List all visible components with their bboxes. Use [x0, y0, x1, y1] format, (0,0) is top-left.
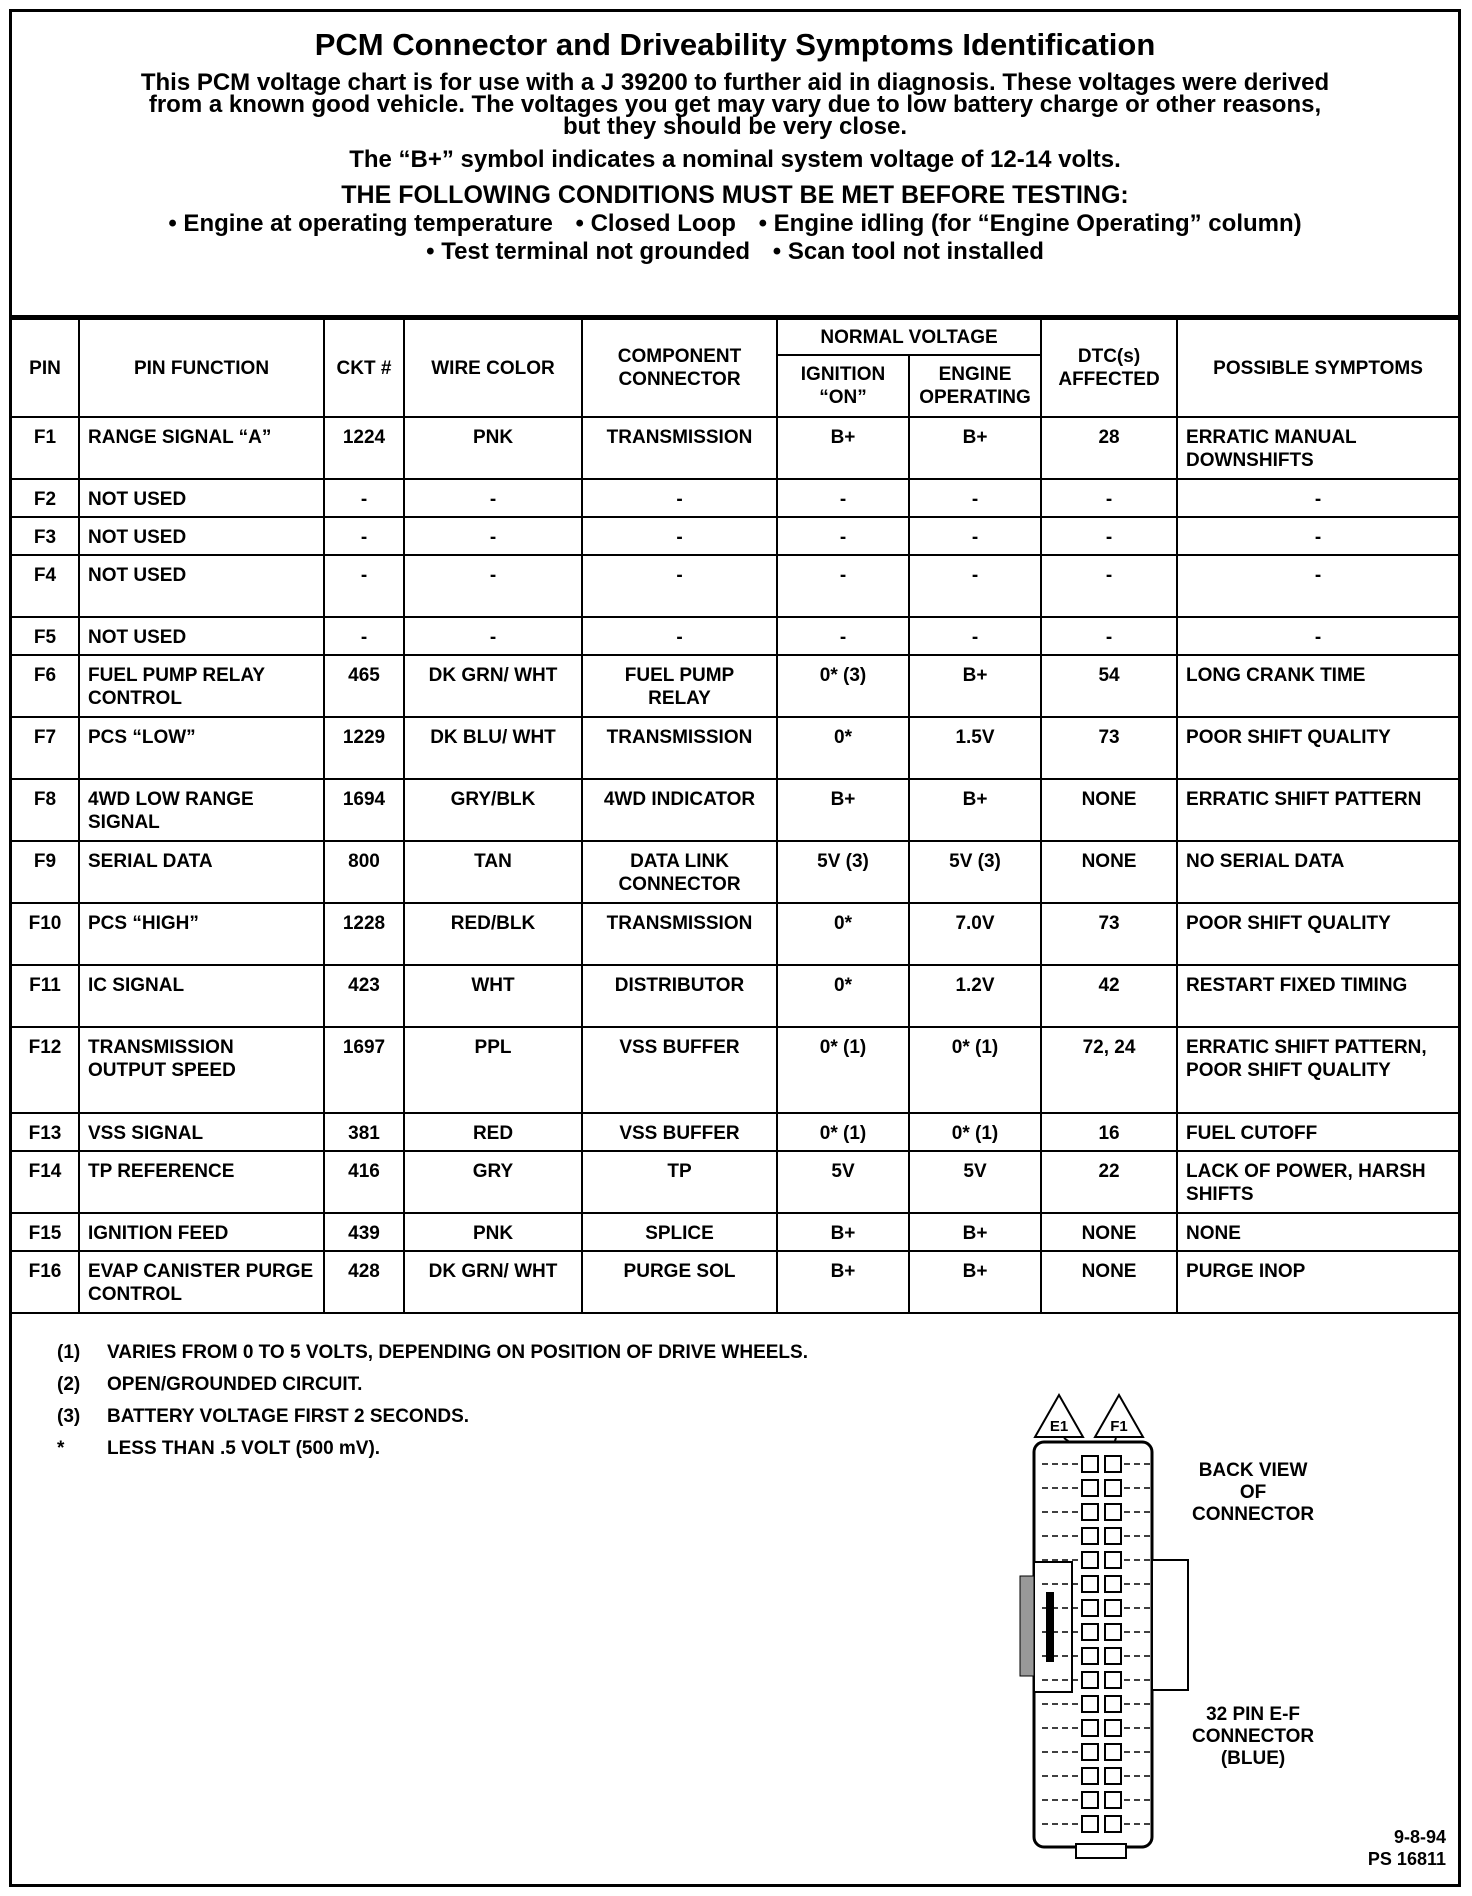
ignition-cell: 0* (1) [777, 1027, 909, 1113]
pin-cavity [1082, 1456, 1098, 1472]
symptoms-cell: PURGE INOP [1177, 1251, 1458, 1313]
function-cell: FUEL PUMP RELAY CONTROL [79, 655, 324, 717]
symptoms-cell: - [1177, 617, 1458, 655]
engine-cell: 0* (1) [909, 1113, 1041, 1151]
pin-cavity [1105, 1480, 1121, 1496]
function-cell: IGNITION FEED [79, 1213, 324, 1251]
wire-cell: WHT [404, 965, 582, 1027]
engine-cell: B+ [909, 655, 1041, 717]
connector-latch [1152, 1560, 1188, 1690]
ignition-cell: 0* [777, 965, 909, 1027]
header-ckt: CKT # [324, 319, 404, 417]
ckt-cell: 1228 [324, 903, 404, 965]
symptoms-cell: POOR SHIFT QUALITY [1177, 903, 1458, 965]
pin-cell: F6 [12, 655, 79, 717]
pin-cavity [1082, 1744, 1098, 1760]
pin-cell: F12 [12, 1027, 79, 1113]
pin-cavity [1082, 1696, 1098, 1712]
footnote-text: LESS THAN .5 VOLT (500 mV). [107, 1438, 381, 1459]
ignition-cell: B+ [777, 417, 909, 479]
ckt-cell: - [324, 479, 404, 517]
ignition-cell: - [777, 617, 909, 655]
function-cell: NOT USED [79, 617, 324, 655]
engine-cell: 5V [909, 1151, 1041, 1213]
header-possible-symptoms: POSSIBLE SYMPTOMS [1177, 319, 1458, 417]
symptoms-cell: LONG CRANK TIME [1177, 655, 1458, 717]
condition-item: • Test terminal not grounded [426, 238, 751, 265]
pin-cavity [1082, 1624, 1098, 1640]
footnote-mark: (2) [57, 1374, 81, 1395]
header-normal-voltage: NORMAL VOLTAGE [777, 319, 1041, 355]
table-row [12, 655, 1458, 717]
header-component-connector: COMPONENT CONNECTOR [582, 319, 777, 417]
pin-cavity [1082, 1576, 1098, 1592]
pin-cell: F13 [12, 1113, 79, 1151]
table-row [12, 417, 1458, 479]
component-cell: 4WD INDICATOR [582, 779, 777, 841]
condition-item: • Closed Loop [575, 210, 736, 237]
footnote [57, 1438, 808, 1460]
pin-cavity [1082, 1600, 1098, 1616]
function-cell: TP REFERENCE [79, 1151, 324, 1213]
footnote-text: BATTERY VOLTAGE FIRST 2 SECONDS. [107, 1406, 470, 1427]
symptoms-cell: - [1177, 517, 1458, 555]
pin-cavity [1105, 1576, 1121, 1592]
function-cell: PCS “HIGH” [79, 903, 324, 965]
pin-cell: F3 [12, 517, 79, 555]
intro-line: from a known good vehicle. The voltages you get may vary due to low battery charge or other reasons, [148, 91, 1322, 118]
pin-cavity [1105, 1624, 1121, 1640]
condition-item: • Engine at operating temperature [168, 210, 553, 237]
dtc-cell: NONE [1041, 1251, 1177, 1313]
footnote [57, 1342, 808, 1364]
wire-cell: DK GRN/ WHT [404, 655, 582, 717]
document-page [9, 9, 1461, 1887]
function-cell: PCS “LOW” [79, 717, 324, 779]
wire-cell: GRY [404, 1151, 582, 1213]
dtc-cell: 16 [1041, 1113, 1177, 1151]
function-cell: EVAP CANISTER PURGE CONTROL [79, 1251, 324, 1313]
function-cell: NOT USED [79, 517, 324, 555]
symptoms-cell: LACK OF POWER, HARSH SHIFTS [1177, 1151, 1458, 1213]
wire-cell: - [404, 517, 582, 555]
footnote [57, 1374, 808, 1396]
ignition-cell: B+ [777, 1213, 909, 1251]
back-view-line: CONNECTOR [1192, 1504, 1315, 1525]
wire-cell: DK GRN/ WHT [404, 1251, 582, 1313]
component-cell: TP [582, 1151, 777, 1213]
engine-cell: 7.0V [909, 903, 1041, 965]
pin-cavity [1082, 1648, 1098, 1664]
wire-cell: PPL [404, 1027, 582, 1113]
engine-cell: B+ [909, 1251, 1041, 1313]
table-row [12, 1251, 1458, 1313]
table-row [12, 555, 1458, 617]
pin-cavity [1105, 1792, 1121, 1808]
table-row [12, 903, 1458, 965]
dtc-cell: 42 [1041, 965, 1177, 1027]
back-view-line: OF [1239, 1482, 1267, 1503]
ignition-cell: - [777, 517, 909, 555]
table-row [12, 1213, 1458, 1251]
dtc-cell: NONE [1041, 779, 1177, 841]
footnote-mark: (3) [57, 1406, 81, 1427]
connector-type-label [1192, 1704, 1314, 1770]
page-title: PCM Connector and Driveability Symptoms Identification [314, 27, 1156, 62]
conditions-line-1 [12, 210, 1458, 238]
pin-cavity [1105, 1768, 1121, 1784]
pin-cell: F5 [12, 617, 79, 655]
conditions-title: THE FOLLOWING CONDITIONS MUST BE MET BEFORE TESTING: [341, 181, 1129, 209]
ckt-cell: 381 [324, 1113, 404, 1151]
table-row [12, 617, 1458, 655]
component-cell: TRANSMISSION [582, 417, 777, 479]
pin-cell: F16 [12, 1251, 79, 1313]
engine-cell: B+ [909, 417, 1041, 479]
pin-cell: F15 [12, 1213, 79, 1251]
symptoms-cell: - [1177, 479, 1458, 517]
ckt-cell: 1697 [324, 1027, 404, 1113]
engine-cell: 1.2V [909, 965, 1041, 1027]
connector-drawing [1012, 1392, 1202, 1862]
symptoms-cell: RESTART FIXED TIMING [1177, 965, 1458, 1027]
wire-cell: TAN [404, 841, 582, 903]
connector-type-line: CONNECTOR [1192, 1726, 1315, 1747]
table-row [12, 779, 1458, 841]
back-view-line: BACK VIEW [1198, 1460, 1308, 1481]
footnote-text: VARIES FROM 0 TO 5 VOLTS, DEPENDING ON POSITION OF DRIVE WHEELS. [107, 1342, 808, 1363]
pin-cell: F8 [12, 779, 79, 841]
header-wire-color: WIRE COLOR [404, 319, 582, 417]
pin-table [12, 318, 1458, 1314]
wire-cell: DK BLU/ WHT [404, 717, 582, 779]
ckt-cell: 423 [324, 965, 404, 1027]
component-cell: FUEL PUMP RELAY [582, 655, 777, 717]
pin-cell: F10 [12, 903, 79, 965]
component-cell: TRANSMISSION [582, 717, 777, 779]
table-row [12, 517, 1458, 555]
footnote [57, 1406, 808, 1428]
dtc-cell: NONE [1041, 1213, 1177, 1251]
component-cell: - [582, 479, 777, 517]
table-row [12, 1151, 1458, 1213]
symptoms-cell: FUEL CUTOFF [1177, 1113, 1458, 1151]
pin-cell: F4 [12, 555, 79, 617]
component-cell: VSS BUFFER [582, 1027, 777, 1113]
pin-cavity [1082, 1552, 1098, 1568]
pin-cavity [1105, 1816, 1121, 1832]
connector-type-line: (BLUE) [1220, 1748, 1286, 1769]
function-cell: TRANSMISSION OUTPUT SPEED [79, 1027, 324, 1113]
symptoms-cell: NO SERIAL DATA [1177, 841, 1458, 903]
symptoms-cell: ERRATIC MANUAL DOWNSHIFTS [1177, 417, 1458, 479]
symptoms-cell: - [1177, 555, 1458, 617]
wire-cell: RED [404, 1113, 582, 1151]
engine-cell: B+ [909, 779, 1041, 841]
wire-cell: - [404, 617, 582, 655]
pin-cell: F2 [12, 479, 79, 517]
header-pin-function: PIN FUNCTION [79, 319, 324, 417]
engine-cell: 5V (3) [909, 841, 1041, 903]
component-cell: - [582, 555, 777, 617]
function-cell: IC SIGNAL [79, 965, 324, 1027]
table-row [12, 1113, 1458, 1151]
bplus-note: The “B+” symbol indicates a nominal system voltage of 12-14 volts. [349, 146, 1121, 173]
ckt-cell: - [324, 517, 404, 555]
component-cell: - [582, 617, 777, 655]
pin-cavity [1082, 1672, 1098, 1688]
connector-grip [1020, 1576, 1034, 1676]
table-row [12, 965, 1458, 1027]
component-cell: PURGE SOL [582, 1251, 777, 1313]
ckt-cell: 439 [324, 1213, 404, 1251]
pin-cavity [1082, 1528, 1098, 1544]
footnote-text: OPEN/GROUNDED CIRCUIT. [107, 1374, 363, 1395]
document-footer [1368, 1826, 1446, 1870]
connector-type-line: 32 PIN E-F [1206, 1704, 1301, 1725]
pin-cavity [1105, 1456, 1121, 1472]
dtc-cell: - [1041, 517, 1177, 555]
header-pin: PIN [12, 319, 79, 417]
wire-cell: - [404, 479, 582, 517]
pin-cell: F7 [12, 717, 79, 779]
dtc-cell: - [1041, 555, 1177, 617]
dtc-cell: 22 [1041, 1151, 1177, 1213]
engine-cell: - [909, 617, 1041, 655]
pin-cavity [1082, 1480, 1098, 1496]
ignition-cell: 0* [777, 717, 909, 779]
ignition-cell: - [777, 479, 909, 517]
ignition-cell: B+ [777, 1251, 909, 1313]
pin-cell: F11 [12, 965, 79, 1027]
table-row [12, 841, 1458, 903]
pin-cavity [1082, 1792, 1098, 1808]
back-view-label [1192, 1460, 1314, 1526]
ignition-cell: 0* (3) [777, 655, 909, 717]
footer-date: 9-8-94 [1393, 1827, 1446, 1847]
engine-cell: 1.5V [909, 717, 1041, 779]
ckt-cell: - [324, 617, 404, 655]
function-cell: 4WD LOW RANGE SIGNAL [79, 779, 324, 841]
engine-cell: - [909, 517, 1041, 555]
connector-slot [1046, 1592, 1054, 1662]
ckt-cell: 1229 [324, 717, 404, 779]
pin-cavity [1105, 1744, 1121, 1760]
wire-cell: RED/BLK [404, 903, 582, 965]
function-cell: NOT USED [79, 479, 324, 517]
pin-cavity [1105, 1696, 1121, 1712]
ignition-cell: B+ [777, 779, 909, 841]
component-cell: - [582, 517, 777, 555]
condition-item: • Scan tool not installed [772, 238, 1044, 265]
dtc-cell: 73 [1041, 717, 1177, 779]
wire-cell: PNK [404, 1213, 582, 1251]
table-row [12, 717, 1458, 779]
component-cell: DISTRIBUTOR [582, 965, 777, 1027]
intro-line: but they should be very close. [562, 113, 908, 140]
engine-cell: - [909, 555, 1041, 617]
component-cell: SPLICE [582, 1213, 777, 1251]
symptoms-cell: ERRATIC SHIFT PATTERN, POOR SHIFT QUALITY [1177, 1027, 1458, 1113]
ignition-cell: 0* (1) [777, 1113, 909, 1151]
dtc-cell: 54 [1041, 655, 1177, 717]
component-cell: VSS BUFFER [582, 1113, 777, 1151]
symptoms-cell: POOR SHIFT QUALITY [1177, 717, 1458, 779]
pin-cell: F14 [12, 1151, 79, 1213]
function-cell: NOT USED [79, 555, 324, 617]
footnote-mark: * [57, 1438, 65, 1459]
engine-cell: B+ [909, 1213, 1041, 1251]
table-row [12, 479, 1458, 517]
function-cell: RANGE SIGNAL “A” [79, 417, 324, 479]
header [12, 12, 1458, 318]
symptoms-cell: NONE [1177, 1213, 1458, 1251]
table-row [12, 1027, 1458, 1113]
footnotes [57, 1342, 808, 1470]
pin-cavity [1082, 1768, 1098, 1784]
function-cell: SERIAL DATA [79, 841, 324, 903]
ignition-cell: 0* [777, 903, 909, 965]
dtc-cell: - [1041, 479, 1177, 517]
function-cell: VSS SIGNAL [79, 1113, 324, 1151]
ckt-cell: 428 [324, 1251, 404, 1313]
footer-code: PS 16811 [1367, 1849, 1446, 1869]
wire-cell: - [404, 555, 582, 617]
header-engine-operating: ENGINE OPERATING [909, 355, 1041, 417]
footnote-mark: (1) [57, 1342, 81, 1363]
dtc-cell: - [1041, 617, 1177, 655]
ckt-cell: 465 [324, 655, 404, 717]
pin-cavity [1105, 1648, 1121, 1664]
header-dtcs-affected: DTC(s) AFFECTED [1041, 319, 1177, 417]
ckt-cell: 1694 [324, 779, 404, 841]
pin-cavity [1082, 1720, 1098, 1736]
engine-cell: 0* (1) [909, 1027, 1041, 1113]
f1-label: F1 [1110, 1418, 1128, 1435]
pin-cavity [1105, 1672, 1121, 1688]
ignition-cell: 5V [777, 1151, 909, 1213]
dtc-cell: 28 [1041, 417, 1177, 479]
dtc-cell: 72, 24 [1041, 1027, 1177, 1113]
dtc-cell: NONE [1041, 841, 1177, 903]
pin-cavity [1105, 1552, 1121, 1568]
ckt-cell: 1224 [324, 417, 404, 479]
connector-foot [1076, 1844, 1126, 1858]
condition-item: • Engine idling (for “Engine Operating” column) [758, 210, 1302, 237]
pin-cavity [1105, 1504, 1121, 1520]
header-ignition-on: IGNITION “ON” [777, 355, 909, 417]
ckt-cell: - [324, 555, 404, 617]
conditions-line-2 [12, 238, 1458, 266]
pin-cell: F1 [12, 417, 79, 479]
symptoms-cell: ERRATIC SHIFT PATTERN [1177, 779, 1458, 841]
engine-cell: - [909, 479, 1041, 517]
pin-cavity [1082, 1504, 1098, 1520]
ignition-cell: 5V (3) [777, 841, 909, 903]
pin-cavity [1105, 1600, 1121, 1616]
e1-label: E1 [1049, 1418, 1069, 1435]
component-cell: DATA LINK CONNECTOR [582, 841, 777, 903]
wire-cell: GRY/BLK [404, 779, 582, 841]
pin-cell: F9 [12, 841, 79, 903]
component-cell: TRANSMISSION [582, 903, 777, 965]
ckt-cell: 800 [324, 841, 404, 903]
wire-cell: PNK [404, 417, 582, 479]
ignition-cell: - [777, 555, 909, 617]
intro-line: This PCM voltage chart is for use with a J 39200 to further aid in diagnosis. These voltages were derived [140, 69, 1330, 96]
pin-cavity [1082, 1816, 1098, 1832]
dtc-cell: 73 [1041, 903, 1177, 965]
pin-cavity [1105, 1720, 1121, 1736]
ckt-cell: 416 [324, 1151, 404, 1213]
pin-cavity [1105, 1528, 1121, 1544]
